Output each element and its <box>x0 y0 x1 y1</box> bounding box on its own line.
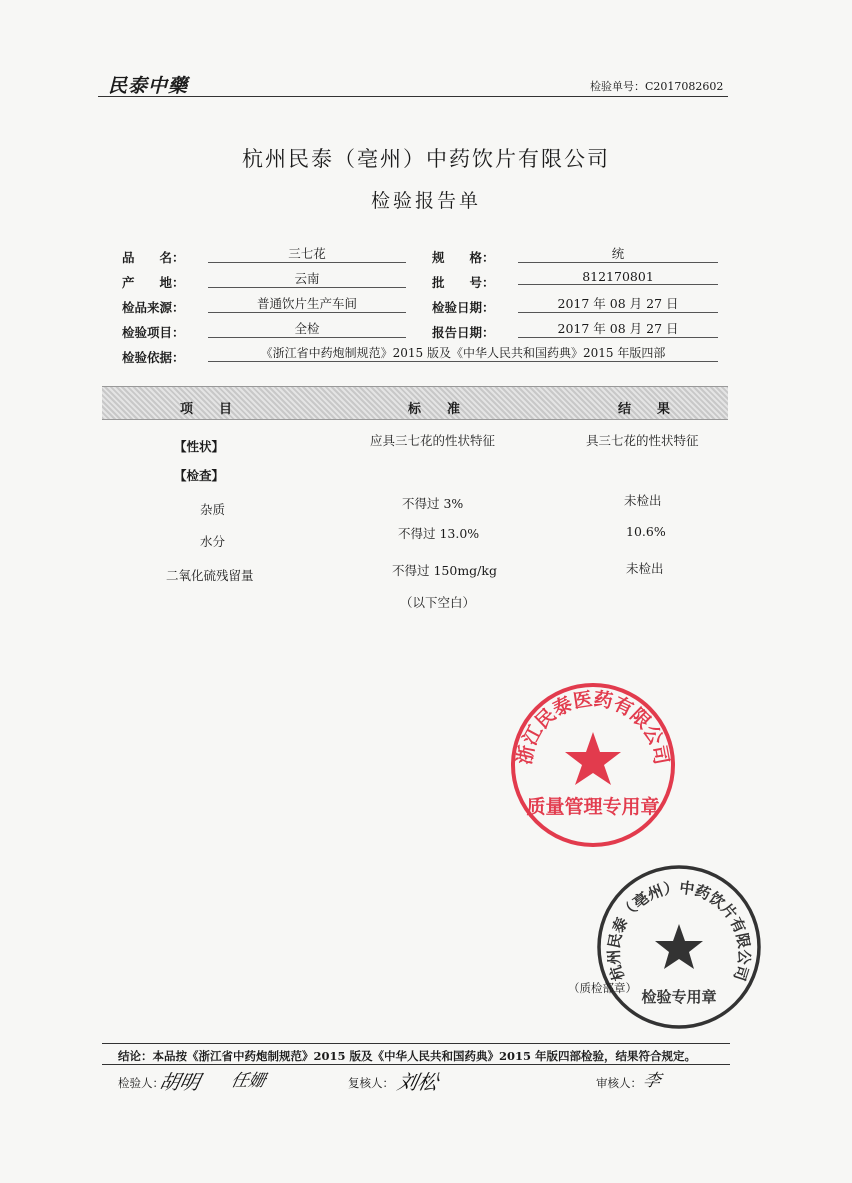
blank-note: （以下空白） <box>400 595 476 610</box>
company-logo: 民泰中藥 <box>108 75 189 97</box>
basis-value: 《浙江省中药炮制规范》2015 版及《中华人民共和国药典》2015 年版四部 <box>208 344 718 362</box>
basis-label: 检验依据： <box>122 350 185 365</box>
row-item: 水分 <box>200 534 226 549</box>
inspect-date-label: 检验日期： <box>432 300 495 315</box>
header-rule <box>98 96 728 97</box>
inspect-date-value: 2017 年 08 月 27 日 <box>518 294 718 313</box>
row-result: 未检出 <box>626 561 664 576</box>
origin-label: 产 地： <box>122 275 185 290</box>
reviewer-label: 复核人： <box>348 1076 394 1090</box>
spec-label: 规 格： <box>432 250 495 265</box>
report-date-label: 报告日期： <box>432 325 495 340</box>
inspection-seal-black <box>594 862 764 1032</box>
inspector-label: 检验人： <box>118 1076 164 1090</box>
row-item: 杂质 <box>200 502 226 517</box>
row-standard: 不得过 13.0% <box>398 526 480 541</box>
star-icon <box>565 732 621 785</box>
row-result: 10.6% <box>626 524 666 539</box>
report-number <box>590 78 723 94</box>
dept-stamp-note: （质检部章） <box>568 981 637 995</box>
report-number-value: C2017082602 <box>645 80 724 93</box>
col-header-result: 结 果 <box>618 402 671 417</box>
row-item: 【检查】 <box>174 468 225 483</box>
approver-signature: 李 <box>641 1071 663 1091</box>
row-item: 二氧化硫残留量 <box>166 568 254 583</box>
row-standard: 不得过 3% <box>402 496 464 511</box>
product-value: 三七花 <box>208 244 406 263</box>
item-value: 全检 <box>208 319 406 338</box>
row-result: 未检出 <box>624 493 662 508</box>
red-seal-inner-text: 质量管理专用章 <box>526 796 660 818</box>
report-date-value: 2017 年 08 月 27 日 <box>518 319 718 338</box>
spec-value: 统 <box>518 244 718 263</box>
row-result: 具三七花的性状特征 <box>586 433 699 448</box>
reviewer-signature: 刘松 <box>395 1070 441 1094</box>
col-header-item: 项 目 <box>180 402 233 417</box>
batch-value: 812170801 <box>518 269 718 285</box>
approver-label: 审核人： <box>596 1076 642 1090</box>
item-label: 检验项目： <box>122 325 185 340</box>
footer-rule-top <box>102 1043 730 1044</box>
row-standard: 应具三七花的性状特征 <box>370 433 496 448</box>
row-standard: 不得过 150mg/kg <box>392 563 497 578</box>
row-item: 【性状】 <box>174 439 225 454</box>
footer-rule-bottom <box>102 1064 730 1065</box>
document-title: 检验报告单 <box>370 190 481 212</box>
black-seal-outer-text: 杭州民泰（亳州）中药饮片有限公司 <box>604 878 754 983</box>
quality-seal-red <box>508 680 678 850</box>
batch-label: 批 号： <box>432 275 495 290</box>
company-title: 杭州民泰（亳州）中药饮片有限公司 <box>242 147 610 171</box>
source-value: 普通饮片生产车间 <box>208 294 406 313</box>
red-seal-outer-text: 浙江民泰医药有限公司 <box>513 688 673 767</box>
origin-value: 云南 <box>208 269 406 288</box>
report-number-label: 检验单号： <box>590 80 645 93</box>
product-label: 品 名： <box>122 250 185 265</box>
star-icon <box>655 924 703 969</box>
inspector-signature: 胡明 <box>157 1070 203 1094</box>
conclusion: 结论：本品按《浙江省中药炮制规范》2015 版及《中华人民共和国药典》2015 年版四部检验，结果符合规定。 <box>118 1049 697 1063</box>
source-label: 检品来源： <box>122 300 185 315</box>
inspector-signature-2: 任姗 <box>229 1071 268 1091</box>
black-seal-inner-text: 检验专用章 <box>641 988 717 1006</box>
col-header-standard: 标 准 <box>408 402 461 417</box>
